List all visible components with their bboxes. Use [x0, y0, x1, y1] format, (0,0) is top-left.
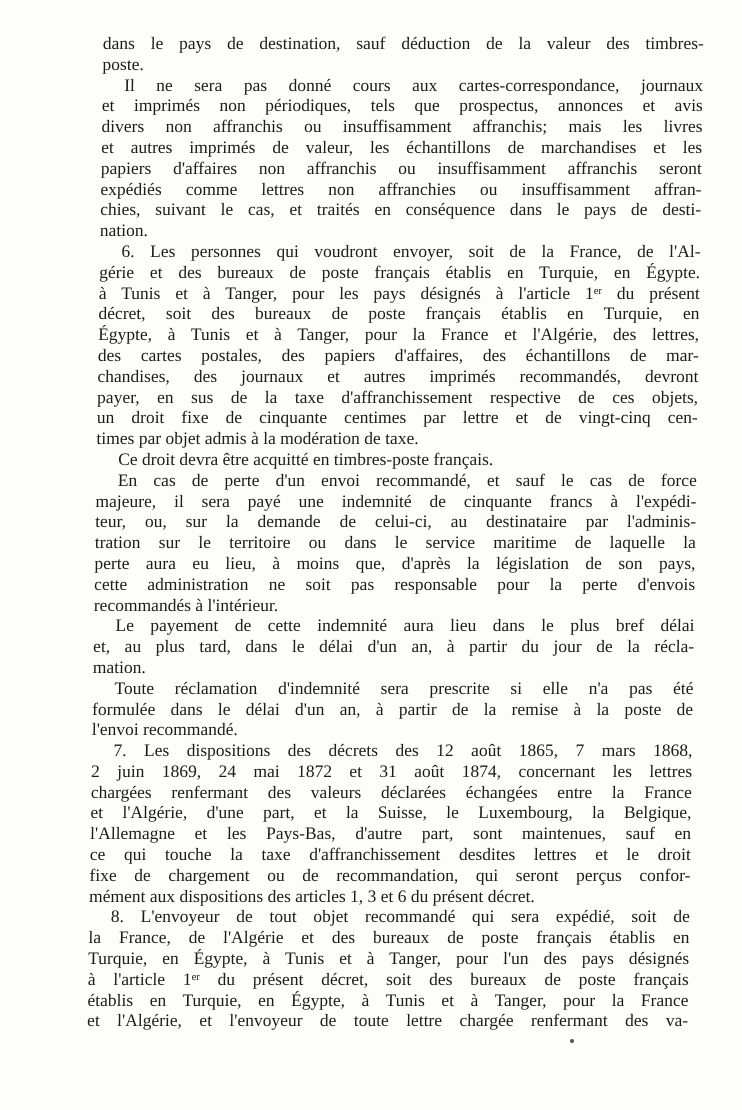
text-line: payer, en sus de la taxe d'affranchissement respective de ces objets,: [97, 386, 699, 407]
text-line: expédiés comme lettres non affranchies ou insuffisamment affran-: [100, 178, 702, 199]
text-line: 2 juin 1869, 24 mai 1872 et 31 août 1874, concernant les lettres: [90, 760, 693, 781]
text-line: mément aux dispositions des articles 1, 3 et 6 du présent décret.: [88, 885, 535, 906]
text-line: chandises, des journaux et autres imprimés recommandés, devront: [97, 365, 699, 386]
text-line: décret, soit des bureaux de poste français établis en Turquie, en: [98, 303, 700, 324]
text-line: à l'article 1er du présent décret, soit des bureaux de poste français: [87, 968, 689, 989]
text-line: majeure, il sera payé une indemnité de cinquante francs à l'expédi-: [95, 490, 697, 511]
text-line: 6. Les personnes qui voudront envoyer, soit de la France, de l'Al-: [121, 240, 701, 261]
text-line: Turquie, en Égypte, à Tunis et à Tanger, pour l'un des pays désignés: [87, 948, 690, 969]
text-line: mation.: [92, 656, 146, 677]
text-line: la France, de l'Algérie et des bureaux de poste français établis en: [88, 927, 690, 948]
text-line: gérie et des bureaux de poste français établis en Turquie, en Égypte.: [99, 261, 701, 282]
text-line: dans le pays de destination, sauf déduction de la valeur des timbres-: [102, 33, 704, 53]
ink-speck: [570, 1039, 574, 1043]
text-line: Égypte, à Tunis et à Tanger, pour la France et l'Algérie, des lettres,: [98, 324, 700, 345]
text-line: papiers d'affaires non affranchis ou insuffisamment affranchis seront: [100, 157, 702, 178]
text-line: En cas de perte d'un envoi recommandé, et sauf le cas de force: [117, 469, 697, 490]
text-line: chargées renfermant des valeurs déclarées échangées entre la France: [90, 781, 692, 802]
text-line: chies, suivant le cas, et traités en conséquence dans le pays de desti-: [100, 199, 702, 220]
text-line: fixe de chargement ou de recommandation, qui seront perçus confor-: [89, 864, 691, 885]
text-line: recommandés à l'intérieur.: [93, 594, 279, 615]
text-line: formulée dans le délai d'un an, à partir de la remise à la poste de: [91, 698, 694, 719]
text-line: Toute réclamation d'indemnité sera prescrite si elle n'a pas été: [114, 677, 694, 698]
text-line: Le payement de cette indemnité aura lieu dans le plus bref délai: [115, 615, 695, 636]
text-block: [87, 33, 704, 1031]
text-line: ce qui touche la taxe d'affranchissement desdites lettres et le droit: [89, 844, 691, 865]
text-line: et, au plus tard, dans le délai d'un an, à partir du jour de la récla-: [92, 636, 695, 657]
text-line: perte aura eu lieu, à moins que, d'après la législation de son pays,: [94, 552, 696, 573]
text-line: un droit fixe de cinquante centimes par lettre et de vingt-cinq cen-: [96, 407, 698, 428]
text-line: nation.: [99, 220, 149, 241]
text-line: Ce droit devra être acquitté en timbres-poste français.: [117, 448, 494, 469]
text-line: 7. Les dispositions des décrets des 12 août 1865, 7 mars 1868,: [113, 740, 693, 761]
text-line: établis en Turquie, en Égypte, à Tunis et à Tanger, pour la France: [87, 989, 689, 1010]
text-line: 8. L'envoyeur de tout objet recommandé qui sera expédié, soit de: [110, 906, 690, 927]
text-line: poste.: [102, 53, 144, 74]
text-line: et autres imprimés de valeur, les échantillons de marchandises et les: [101, 136, 703, 157]
text-line: cette administration ne soit pas responsable pour la perte d'envois: [93, 573, 696, 594]
text-line: tration sur le territoire ou dans le service maritime de laquelle la: [94, 532, 696, 553]
text-line: et imprimés non périodiques, tels que prospectus, annonces et avis: [101, 95, 703, 116]
text-line: Il ne sera pas donné cours aux cartes-correspondance, journaux: [124, 74, 704, 95]
text-line: et l'Algérie, et l'envoyeur de toute lettre chargée renfermant des va-: [86, 1010, 689, 1031]
text-line: et l'Algérie, d'une part, et la Suisse, le Luxembourg, la Belgique,: [90, 802, 692, 823]
text-line: l'envoi recommandé.: [91, 719, 238, 740]
text-line: teur, ou, sur la demande de celui-ci, au destinataire par l'adminis-: [94, 511, 697, 532]
text-line: à Tunis et à Tanger, pour les pays désignés à l'article 1er du présent: [98, 282, 700, 303]
text-line: times par objet admis à la modération de taxe.: [96, 428, 419, 449]
text-line: des cartes postales, des papiers d'affaires, des échantillons de mar-: [97, 344, 699, 365]
text-line: divers non affranchis ou insuffisamment affranchis; mais les livres: [101, 116, 703, 137]
text-line: l'Allemagne et les Pays-Bas, d'autre part, sont maintenues, sauf en: [89, 823, 692, 844]
